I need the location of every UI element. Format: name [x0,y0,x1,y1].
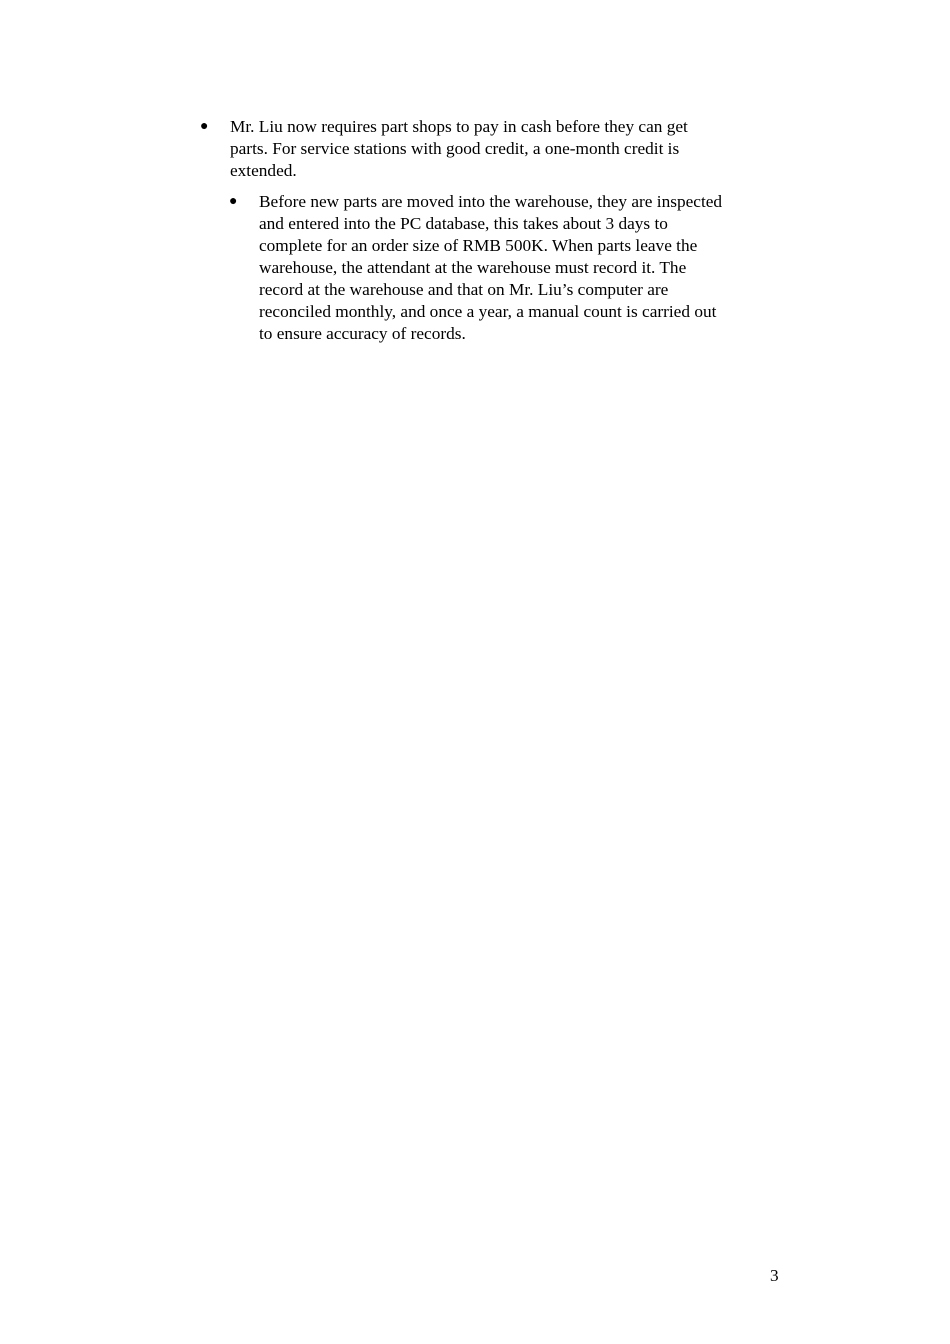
bullet-text-warehouse-process: Before new parts are moved into the warehouse, they are inspected and entered into the PC database, this takes about 3 days to complete for an order size of RMB 500K. When parts leave the warehouse, the attendant at the warehouse must record it. The record at the warehouse and that on Mr. Liu’s computer are reconciled monthly, and once a year, a manual count is carried out to ensure accuracy of records. [259,192,723,343]
bullet-text-payment-terms: Mr. Liu now requires part shops to pay in cash before they can get parts. For service stations with good credit, a one-month credit is extended. [230,117,688,180]
bullet-item-payment-terms [200,116,760,182]
bullet-list-level-1 [200,116,760,182]
bullet-item-warehouse-process [229,191,789,345]
bullet-list-level-2 [229,191,789,345]
bullet-icon: ● [200,119,209,134]
page-number: 3 [770,1266,779,1285]
bullet-icon: ● [229,194,238,209]
